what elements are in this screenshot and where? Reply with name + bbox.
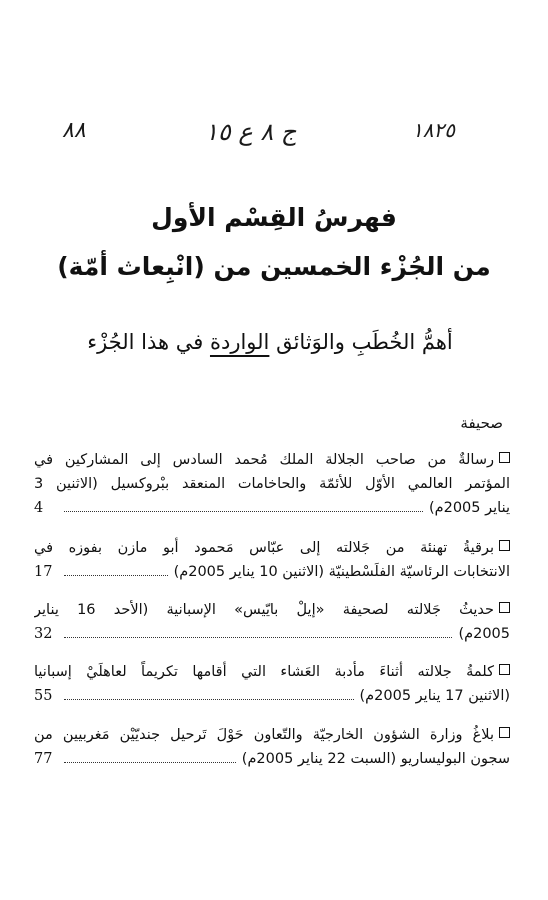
page-number: 32 (34, 626, 53, 642)
leader-dots (64, 623, 452, 638)
handwritten-folio-number: ٨٨ (62, 118, 86, 143)
checkbox-bullet-icon (499, 540, 510, 551)
page-number: 77 (34, 751, 53, 767)
checkbox-bullet-icon (499, 452, 510, 463)
toc-entry (34, 536, 510, 584)
checkbox-bullet-icon (499, 727, 510, 738)
checkbox-bullet-icon (499, 602, 510, 613)
leader-dots (64, 561, 168, 576)
page-number: 55 (34, 688, 53, 704)
entry-line: المؤتمر العالمي الأوّل للأئمّة والحاخامات المنعقد ببْروكسيل (الاثنين 3 (34, 476, 510, 492)
entry-line: 2005م) (34, 622, 510, 646)
checkbox-bullet-icon (499, 664, 510, 675)
subtitle-part-2: في هذا الجُزْء (87, 330, 210, 354)
entry-line: بلاغُ وزارة الشؤون الخارجيّة والتّعاون حَوْلَ تَرحيل جنديّيْن مَغربيين من (34, 723, 510, 747)
page-number: 4 (34, 500, 44, 516)
entry-line: حديثُ جَلالته لصحيفة «إيلْ بايّيس» الإسبانية (الأحد 16 يناير (34, 598, 510, 622)
subtitle-underlined-word: الواردة (209, 330, 270, 354)
leader-dots (64, 748, 236, 763)
section-subtitle (60, 330, 480, 354)
entry-line: سجون البوليساريو (السبت 22 يناير 2005م) (34, 747, 510, 771)
page-title-line-2: من الجُزْء الخمسين من (انْبِعاث أمّة) (57, 252, 491, 281)
toc-entry (34, 448, 510, 520)
entry-line: الانتخابات الرئاسيّة الفلَسْطينيّة (الاثنين 10 يناير 2005م) (34, 560, 510, 584)
toc-entry (34, 723, 510, 771)
entry-line: برقيةُ تهنئة من جَلالته إلى عبّاس مَحمود أبو مازن بفوزه في (34, 536, 510, 560)
handwritten-volume-note: ج ٨ ع ١٥ (205, 118, 297, 146)
toc-entry (34, 660, 510, 708)
handwritten-year-note: ١٨٢٥ (412, 118, 455, 142)
page-number: 17 (34, 564, 53, 580)
entry-line: (الاثنين 17 يناير 2005م) (34, 684, 510, 708)
leader-dots (64, 685, 354, 700)
entry-line: رسالةٌ من صاحب الجلالة الملك مُحمد السادس إلى المشاركين في (34, 448, 510, 472)
subtitle-part-1: أهمُّ الخُطَبِ والوَثائق (269, 330, 453, 354)
toc-entry (34, 598, 510, 646)
leader-dots (64, 497, 423, 512)
page-title: فهرسُ القِسْم الأول (151, 203, 397, 232)
entry-line: كلمةُ جلالته أثناءَ مأدبة العَشاء التي أقامها تكريماً لعاهلَيْ إسبانيا (34, 660, 510, 684)
page-column-header: صحيفة (460, 414, 503, 432)
entry-line: يناير 2005م) (34, 496, 510, 520)
